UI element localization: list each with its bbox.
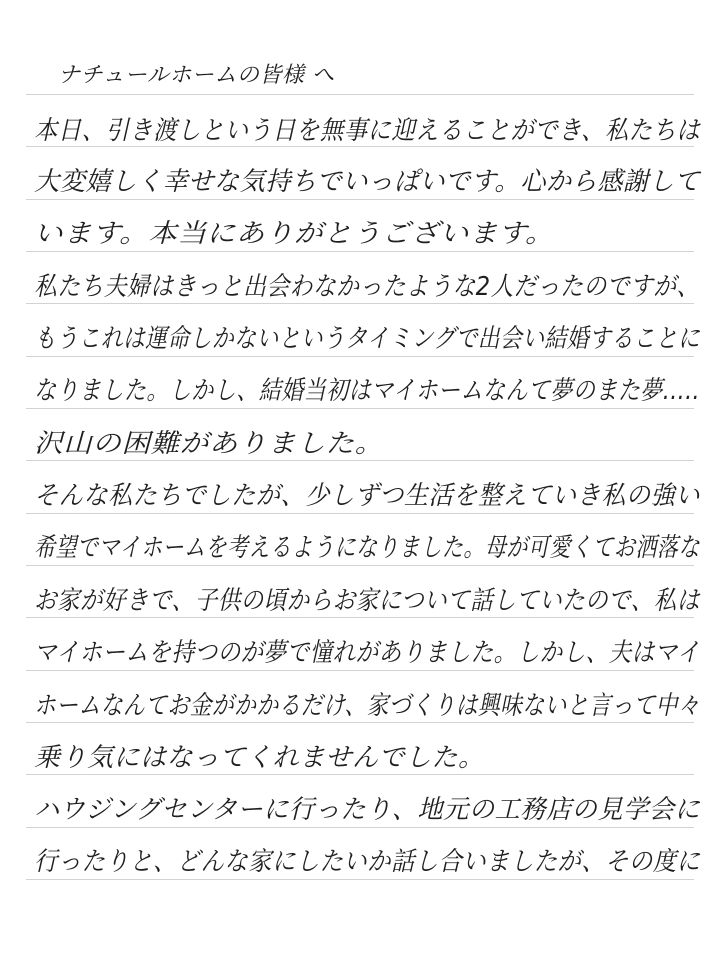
ruled-line [26, 460, 694, 461]
ruled-line [26, 879, 694, 880]
letter-line: お家が好きで、子供の頃からお家について話していたので、私は [34, 586, 700, 616]
letter-line: なりました。しかし、結婚当初はマイホームなんて夢のまた夢..... [34, 376, 700, 406]
letter-line: 乗り気にはなってくれませんでした。 [34, 743, 485, 773]
letter-line: 行ったりと、どんな家にしたいか話し合いましたが、その度に [34, 847, 701, 877]
ruled-line [26, 670, 694, 671]
letter-line: 大変嬉しく幸せな気持ちでいっぱいです。心から感謝して [34, 167, 701, 197]
ruled-line [26, 94, 694, 95]
letter-greeting: ナチュールホームの皆様 へ [58, 63, 335, 88]
letter-line: 沢山の困難がありました。 [34, 429, 384, 459]
ruled-line [26, 722, 694, 723]
letter-line: 本日、引き渡しという日を無事に迎えることができ、私たちは [34, 116, 701, 146]
ruled-line [26, 565, 694, 566]
ruled-line [26, 774, 694, 775]
letter-line: ホームなんてお金がかかるだけ、家づくりは興味ないと言って中々 [34, 691, 701, 721]
letter-line: マイホームを持つのが夢で憧れがありました。しかし、夫はマイ [34, 638, 701, 668]
letter-line: います。本当にありがとうございます。 [34, 219, 555, 249]
ruled-line [26, 303, 694, 304]
ruled-line [26, 251, 694, 252]
ruled-line [26, 617, 694, 618]
letter-line: ハウジングセンターに行ったり、地元の工務店の見学会に [34, 795, 701, 825]
letter-line: そんな私たちでしたが、少しずつ生活を整えていき私の強い [34, 481, 700, 511]
letter-line: 希望でマイホームを考えるようになりました。母が可愛くてお洒落な [34, 533, 700, 563]
ruled-line [26, 827, 694, 828]
ruled-line [26, 199, 694, 200]
letter-line: 私たち夫婦はきっと出会わなかったような2人だったのですが、 [34, 272, 700, 302]
ruled-line [26, 356, 694, 357]
letter-line: もうこれは運命しかないというタイミングで出会い結婚することに [34, 324, 701, 354]
ruled-line [26, 408, 694, 409]
ruled-line [26, 513, 694, 514]
